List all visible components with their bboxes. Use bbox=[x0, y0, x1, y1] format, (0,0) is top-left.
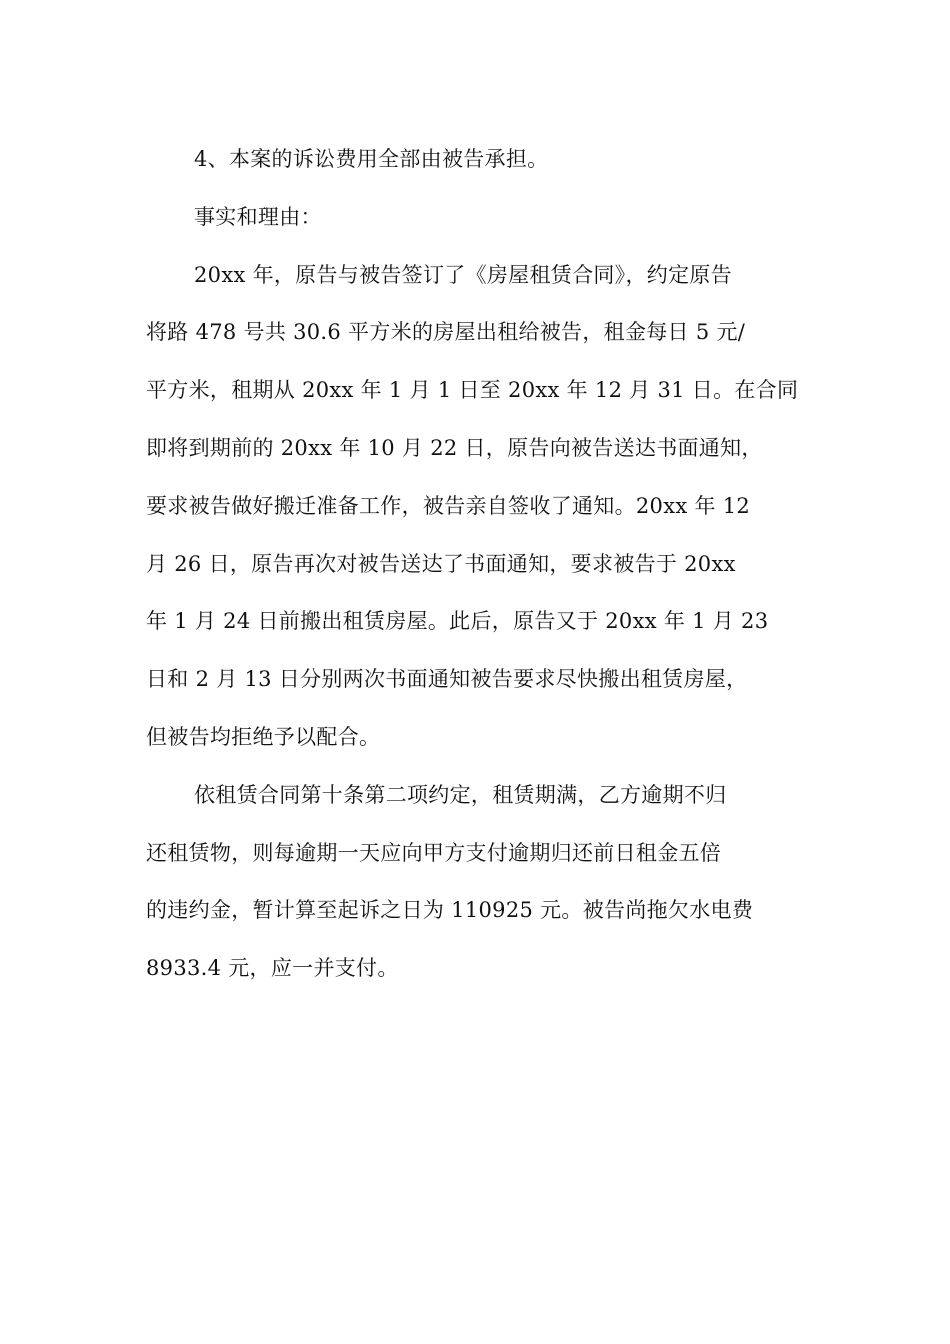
facts-paragraph-line: 年 1 月 24 日前搬出租赁房屋。此后，原告又于 20xx 年 1 月 23 bbox=[146, 609, 769, 634]
contract-clause-paragraph-line: 的违约金，暂计算至起诉之日为 110925 元。被告尚拖欠水电费 bbox=[146, 898, 754, 923]
facts-paragraph-line: 要求被告做好搬迁准备工作，被告亲自签收了通知。20xx 年 12 bbox=[146, 493, 751, 518]
claim-item-4: 4、本案的诉讼费用全部由被告承担。 bbox=[194, 147, 549, 171]
facts-paragraph-line: 平方米，租期从 20xx 年 1 月 1 日至 20xx 年 12 月 31 日。在合同 bbox=[146, 378, 799, 403]
facts-paragraph-line: 日和 2 月 13 日分别两次书面通知被告要求尽快搬出租赁房屋， bbox=[146, 667, 748, 692]
contract-clause-paragraph-line: 依租赁合同第十条第二项约定，租赁期满，乙方逾期不归 bbox=[194, 782, 727, 807]
facts-paragraph-line: 即将到期前的 20xx 年 10 月 22 日，原告向被告送达书面通知， bbox=[146, 435, 763, 460]
contract-clause-paragraph-line: 8933.4 元，应一并支付。 bbox=[146, 956, 399, 981]
contract-clause-paragraph-line: 还租赁物，则每逾期一天应向甲方支付逾期归还前日租金五倍 bbox=[146, 840, 722, 865]
facts-paragraph-line: 但被告均拒绝予以配合。 bbox=[146, 724, 381, 749]
facts-paragraph-line: 月 26 日，原告再次对被告送达了书面通知，要求被告于 20xx bbox=[146, 551, 736, 576]
facts-paragraph-line: 20xx 年，原告与被告签订了《房屋租赁合同》，约定原告 bbox=[194, 262, 732, 287]
document-body bbox=[146, 131, 806, 998]
section-heading-facts-and-reasons: 事实和理由： bbox=[194, 204, 322, 229]
facts-paragraph-line: 将路 478 号共 30.6 平方米的房屋出租给被告，租金每日 5 元/ bbox=[146, 320, 746, 345]
